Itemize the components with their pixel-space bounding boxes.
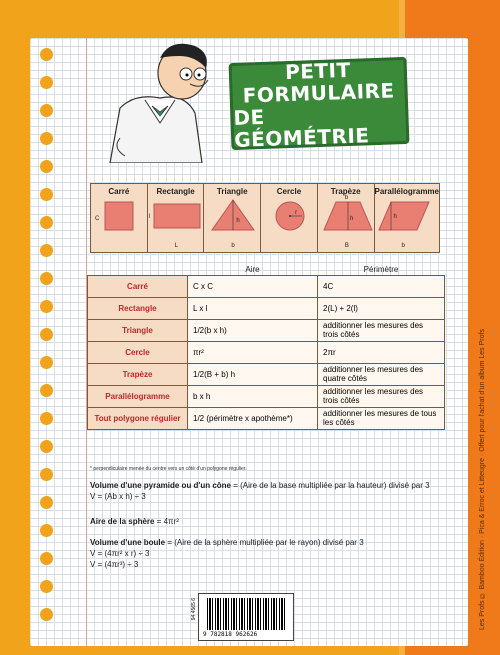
row-name: Cercle	[88, 341, 188, 363]
pyramid-volume-text	[90, 480, 430, 491]
shape-carre	[91, 184, 151, 252]
binder-hole	[40, 524, 53, 537]
row-perimetre: additionner les mesures des quatre côtés	[318, 363, 445, 385]
shape-label: r	[295, 210, 298, 216]
table-row	[88, 275, 445, 297]
shape-rectangle	[148, 184, 205, 252]
binder-hole	[40, 552, 53, 565]
row-perimetre: 4C	[318, 275, 445, 297]
binder-hole	[40, 440, 53, 453]
row-name: Triangle	[88, 319, 188, 341]
row-name: Rectangle	[88, 297, 188, 319]
shape-label: B	[344, 243, 349, 249]
binder-hole	[40, 412, 53, 425]
row-perimetre: 2(L) + 2(l)	[318, 297, 445, 319]
shape-triangle	[204, 184, 261, 252]
table-row	[88, 385, 445, 407]
shape-name: Cercle	[276, 187, 302, 196]
footnote: * perpendiculaire menée du centre vers un côté d'un polygone régulier.	[90, 466, 247, 472]
binder-hole	[40, 104, 53, 117]
binder-hole	[40, 216, 53, 229]
header-aire: Aire	[245, 265, 260, 275]
row-aire: 1/2 (périmètre x apothème*)	[188, 407, 318, 429]
row-perimetre: additionner les mesures des trois côtés	[318, 385, 445, 407]
barcode-side-number: 94 4565 6	[191, 598, 197, 621]
binder-hole	[40, 76, 53, 89]
sphere-area-formula: = 4πr²	[154, 517, 179, 526]
shape-label: b	[344, 195, 349, 201]
header-perimetre: Périmètre	[363, 265, 399, 275]
binder-hole	[40, 384, 53, 397]
shape-cercle	[261, 184, 318, 252]
row-aire: C x C	[188, 275, 318, 297]
row-name: Parallélogramme	[88, 385, 188, 407]
title-line-2: FORMULAIRE	[242, 77, 395, 108]
table-row	[88, 319, 445, 341]
shape-name: Trapèze	[330, 187, 361, 196]
table-row	[88, 297, 445, 319]
shape-name: Parallélogramme	[374, 187, 439, 196]
shapes-row	[90, 183, 440, 253]
shape-trapeze	[318, 184, 375, 252]
row-name: Trapèze	[88, 363, 188, 385]
shape-label: C	[95, 216, 100, 222]
square-shape	[91, 196, 149, 252]
sphere-area-text	[90, 516, 179, 527]
binder-hole	[40, 272, 53, 285]
shape-label: h	[236, 218, 240, 224]
binder-hole	[40, 468, 53, 481]
shape-label: l	[148, 214, 151, 220]
notebook-sheet	[30, 38, 468, 646]
row-aire: L x l	[188, 297, 318, 319]
title-line-1: PETIT	[284, 57, 352, 84]
binder-hole	[40, 580, 53, 593]
shape-label: L	[174, 243, 179, 249]
binder-hole	[40, 132, 53, 145]
shape-label: b	[231, 243, 235, 249]
shape-parallelogramme	[375, 184, 439, 252]
pyramid-text: = (Aire de la base multipliée par la hauteur) divisé par 3	[231, 481, 430, 490]
row-aire: 1/2(B + b) h	[188, 363, 318, 385]
shape-name: Carré	[108, 187, 130, 196]
row-name: Carré	[88, 275, 188, 297]
row-perimetre: additionner les mesures des trois côtés	[318, 319, 445, 341]
binder-hole	[40, 496, 53, 509]
shape-label: h	[349, 216, 354, 222]
title-banner	[229, 57, 410, 150]
ball-formula-2: V = (4πr³) ÷ 3	[90, 560, 139, 569]
row-aire: πr²	[188, 341, 318, 363]
title-line-3: DE GÉOMÉTRIE	[233, 104, 370, 152]
binder-hole	[40, 608, 53, 621]
binder-hole	[40, 356, 53, 369]
table-row	[88, 407, 445, 429]
row-perimetre: 2πr	[318, 341, 445, 363]
barcode	[191, 593, 294, 641]
pyramid-label: Volume d'une pyramide ou d'un cône	[90, 481, 232, 490]
table-row	[88, 363, 445, 385]
ball-text: = (Aire de la sphère multipliée par le rayon) divisé par 3	[165, 538, 364, 547]
professor-mascot	[90, 28, 230, 163]
pyramid-formula: V = (Ab x h) ÷ 3	[90, 492, 146, 501]
table-row	[88, 341, 445, 363]
binder-hole	[40, 48, 53, 61]
binder-hole	[40, 300, 53, 313]
ball-volume-text	[90, 537, 364, 548]
ball-formula-1: V = (4πr² x r) ÷ 3	[90, 549, 150, 558]
shape-label: b	[401, 243, 405, 249]
binder-hole	[40, 160, 53, 173]
sphere-area-label: Aire de la sphère	[90, 517, 155, 526]
copyright-side-text: Les Profs © Bamboo Édition · Pica & Erroc et Litteugre · Offert pour l'achat d'un album Les Profs	[479, 329, 486, 630]
ball-label: Volume d'une boule	[90, 538, 166, 547]
binder-hole	[40, 244, 53, 257]
shape-label: h	[393, 214, 397, 220]
binder-hole	[40, 328, 53, 341]
barcode-digits: 9 782818 962626	[203, 631, 258, 638]
row-aire: b x h	[188, 385, 318, 407]
binder-hole	[40, 188, 53, 201]
shape-name: Rectangle	[156, 187, 195, 196]
row-name: Tout polygone régulier	[88, 407, 188, 429]
formula-table	[87, 265, 445, 430]
shape-name: Triangle	[216, 187, 248, 196]
barcode-bars	[207, 598, 287, 630]
circle-shape	[261, 196, 319, 252]
row-perimetre: additionner les mesures de tous les côtés	[318, 407, 445, 429]
row-aire: 1/2(b x h)	[188, 319, 318, 341]
